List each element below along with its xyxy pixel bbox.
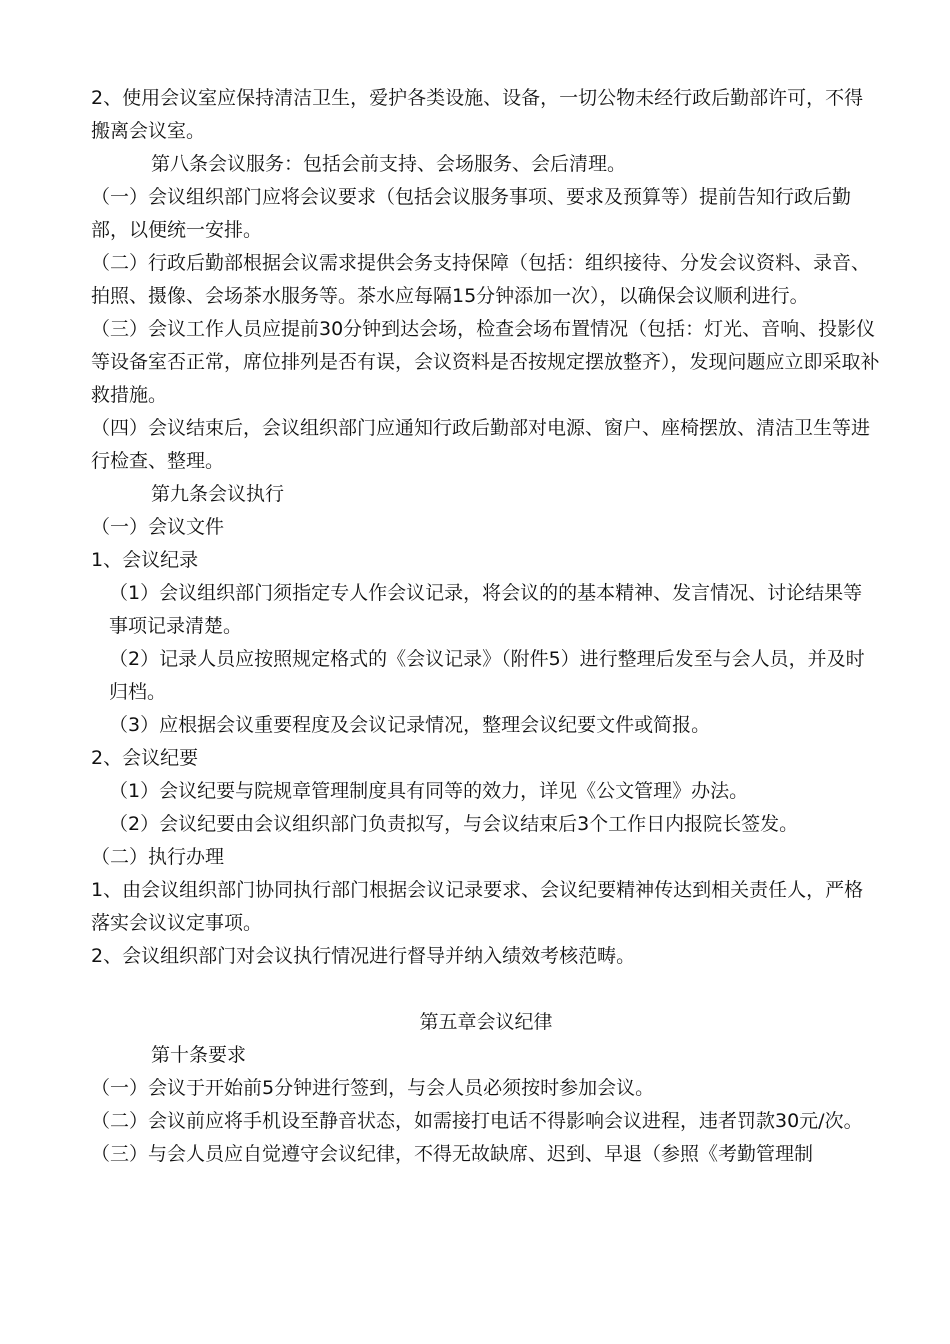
execution-item-2: 2、会议组织部门对会议执行情况进行督导并纳入绩效考核范畴。 <box>91 945 636 967</box>
execution-item-1: 1、由会议组织部门协同执行部门根据会议记录要求、会议纪要精神传达到相关责任人，严格落实会议议定事项。 <box>91 879 864 934</box>
list-item-record-3: （3）应根据会议重要程度及会议记录情况，整理会议纪要文件或简报。 <box>109 714 711 736</box>
list-item-minutes-2: （2）会议纪要由会议组织部门负责拟写，与会议结束后3个工作日内报院长签发。 <box>109 813 799 835</box>
section-meeting-documents: （一）会议文件 <box>91 516 225 538</box>
subsection-meeting-minutes: 2、会议纪要 <box>91 747 199 769</box>
article-10-heading: 第十条要求 <box>151 1044 247 1066</box>
article-8-heading: 第八条会议服务：包括会前支持、会场服务、会后清理。 <box>151 153 627 175</box>
list-item-minutes-1: （1）会议纪要与院规章管理制度具有同等的效力，详见《公文管理》办法。 <box>109 780 749 802</box>
chapter-5-heading: 第五章会议纪律 <box>419 1011 553 1033</box>
discipline-item-1: （一）会议于开始前5分钟进行签到，与会人员必须按时参加会议。 <box>91 1077 655 1099</box>
paragraph-6: （四）会议结束后，会议组织部门应通知行政后勤部对电源、窗户、座椅摆放、清洁卫生等进行检查、整理。 <box>91 417 871 472</box>
paragraph-5: （三）会议工作人员应提前30分钟到达会场，检查会场布置情况（包括：灯光、音响、投影仪等设备室否正常，席位排列是否有误，会议资料是否按规定摆放整齐），发现问题应立即采取补救措施。 <box>91 318 880 406</box>
article-9-heading: 第九条会议执行 <box>151 483 285 505</box>
discipline-item-2: （二）会议前应将手机设至静音状态，如需接打电话不得影响会议进程，违者罚款30元/次。 <box>91 1110 863 1132</box>
section-execution: （二）执行办理 <box>91 846 225 868</box>
subsection-meeting-records: 1、会议纪录 <box>91 549 199 571</box>
document-page <box>91 82 881 1171</box>
paragraph-3: （一）会议组织部门应将会议要求（包括会议服务事项、要求及预算等）提前告知行政后勤部，以便统一安排。 <box>91 186 852 241</box>
paragraph-1: 2、使用会议室应保持清洁卫生，爱护各类设施、设备，一切公物未经行政后勤部许可，不得搬离会议室。 <box>91 87 864 142</box>
paragraph-4: （二）行政后勤部根据会议需求提供会务支持保障（包括：组织接待、分发会议资料、录音、拍照、摄像、会场茶水服务等。茶水应每隔15分钟添加一次），以确保会议顺利进行。 <box>91 252 871 307</box>
list-item-record-2: （2）记录人员应按照规定格式的《会议记录》（附件5）进行整理后发至与会人员，并及时归档。 <box>109 648 865 703</box>
list-item-record-1: （1）会议组织部门须指定专人作会议记录，将会议的的基本精神、发言情况、讨论结果等事项记录清楚。 <box>109 582 863 637</box>
discipline-item-3: （三）与会人员应自觉遵守会议纪律，不得无故缺席、迟到、早退（参照《考勤管理制 <box>91 1143 814 1165</box>
